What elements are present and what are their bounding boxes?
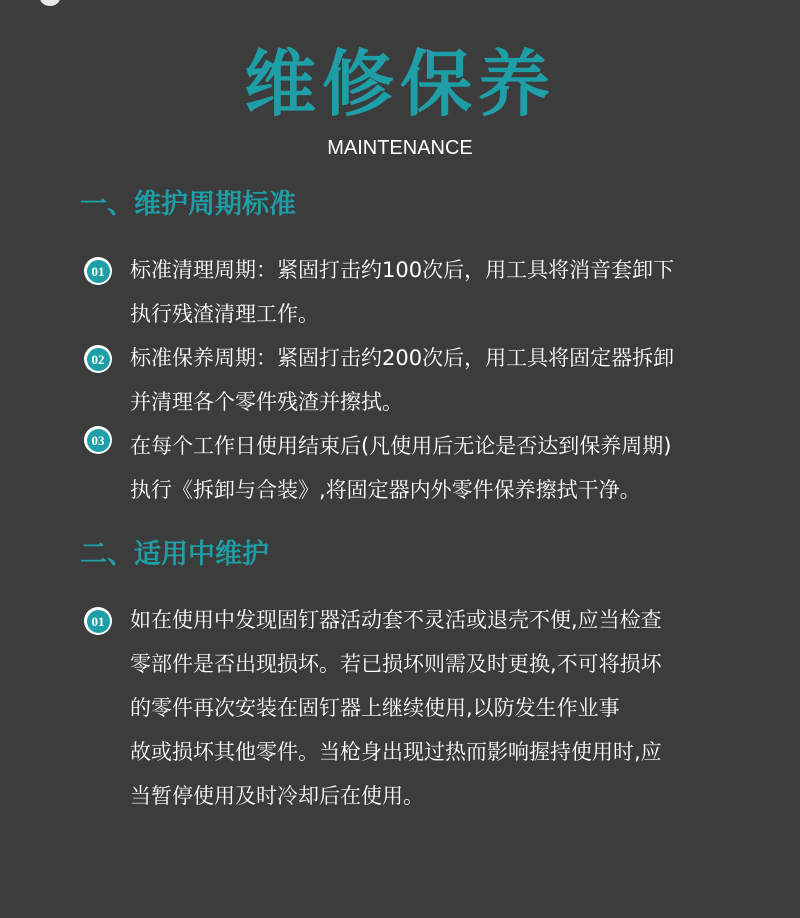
page-title: 维修保养: [243, 42, 556, 126]
badge-number: 01: [87, 260, 110, 283]
item-text-line: 执行《拆卸与合装》,将固定器内外零件保养擦拭干净。: [130, 478, 641, 502]
section-heading-in-use-maintenance: 二、适用中维护: [80, 539, 269, 570]
item-text-line: 并清理各个零件残渣并擦拭。: [130, 390, 403, 414]
item-text-line: 的零件再次安装在固钉器上继续使用,以防发生作业事: [130, 696, 620, 720]
number-badge: [84, 607, 112, 635]
corner-decoration: [40, 0, 60, 6]
item-text-line: 在每个工作日使用结束后(凡使用后无论是否达到保养周期): [130, 434, 672, 458]
page-subtitle: MAINTENANCE: [327, 137, 473, 159]
badge-number: 01: [87, 610, 110, 633]
number-badge: [84, 426, 112, 454]
section-heading-maintenance-cycle: 一、维护周期标准: [80, 189, 296, 220]
item-text-line: 标准清理周期：紧固打击约100次后，用工具将消音套卸下: [130, 258, 675, 282]
item-text-line: 零部件是否出现损坏。若已损坏则需及时更换,不可将损坏: [130, 652, 662, 676]
number-badge: [84, 345, 112, 373]
badge-number: 03: [87, 429, 110, 452]
item-text-line: 标准保养周期：紧固打击约200次后，用工具将固定器拆卸: [130, 346, 675, 370]
item-text-line: 如在使用中发现固钉器活动套不灵活或退壳不便,应当检查: [130, 608, 662, 632]
item-text-line: 当暂停使用及时冷却后在使用。: [130, 784, 424, 808]
number-badge: [84, 257, 112, 285]
item-text-line: 故或损坏其他零件。当枪身出现过热而影响握持使用时,应: [130, 740, 662, 764]
badge-number: 02: [87, 348, 110, 371]
item-text-line: 执行残渣清理工作。: [130, 302, 319, 326]
